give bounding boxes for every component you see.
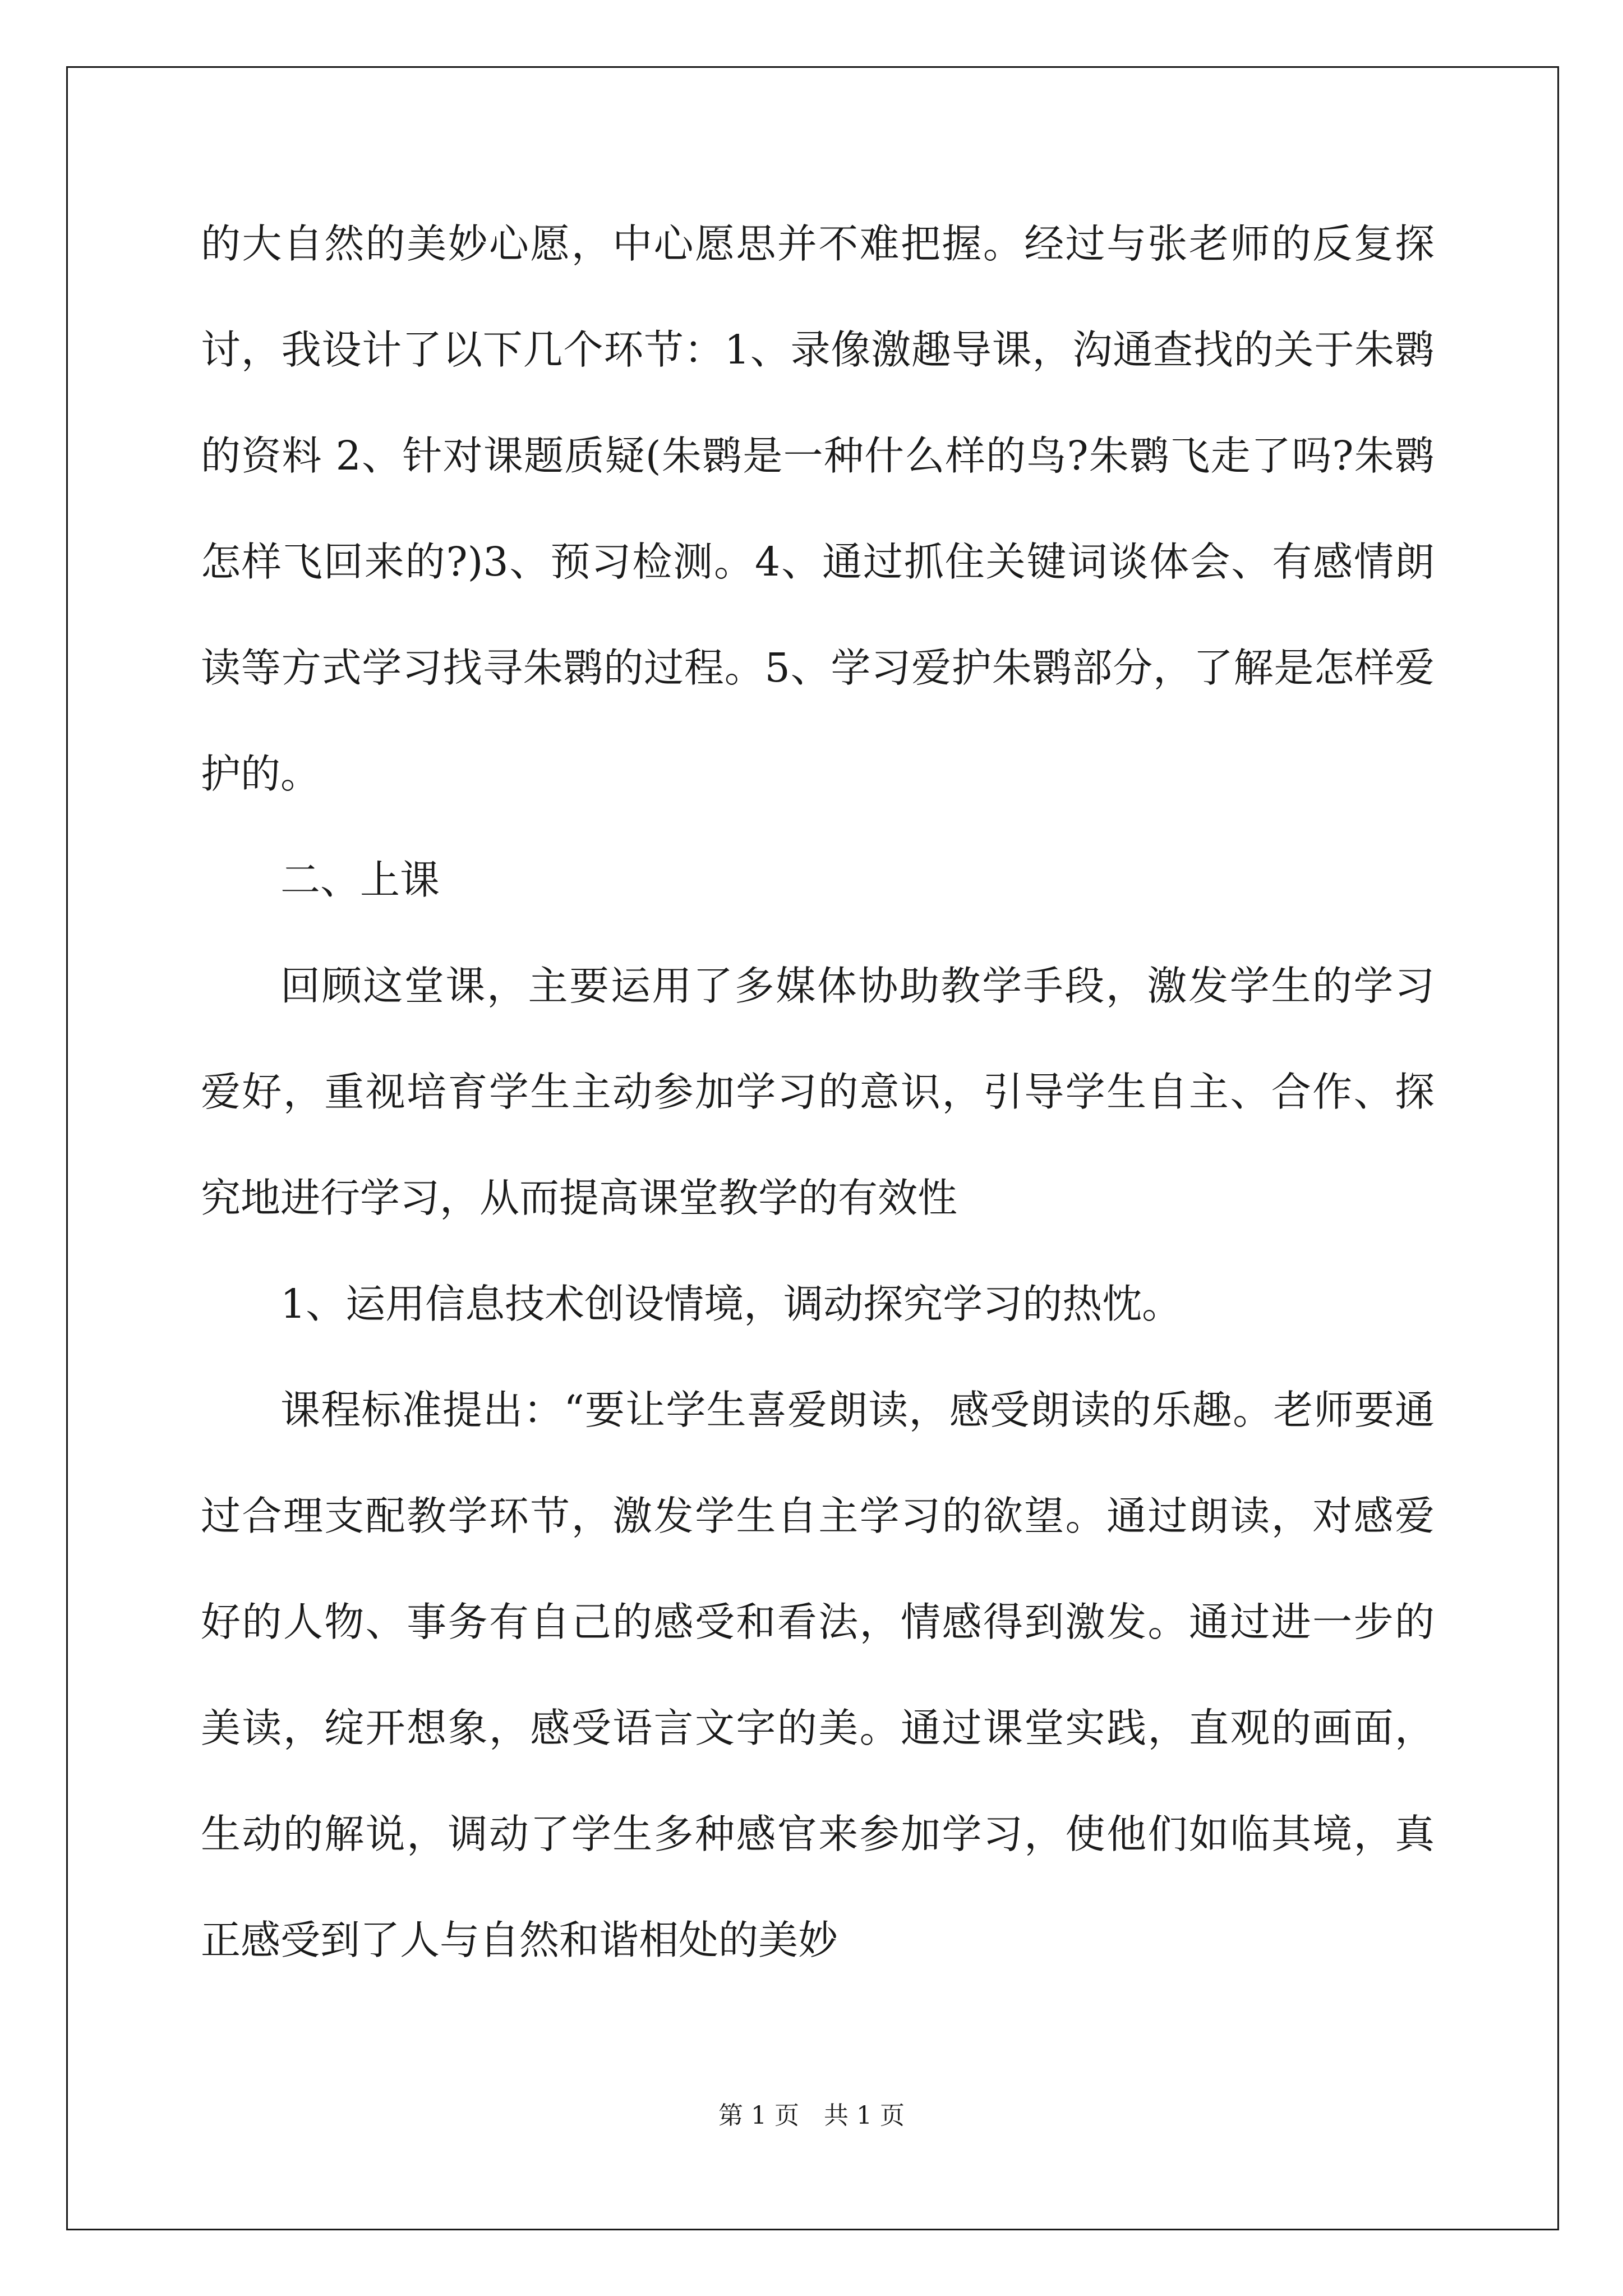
document-body: [201, 191, 1435, 1993]
paragraph-review: 回顾这堂课，主要运用了多媒体协助教学手段，激发学生的学习爱好，重视培育学生主动参加学习的意识，引导学生自主、合作、探究地进行学习，从而提高课堂教学的有效性: [201, 963, 1435, 1221]
subheading-1: 1、运用信息技术创设情境，调动探究学习的热忱。: [280, 1281, 1182, 1327]
section-heading: 二、上课: [280, 857, 440, 903]
paragraph-standard: 课程标准提出：“要让学生喜爱朗读，感受朗读的乐趣。老师要通过合理支配教学环节，激发学生自主学习的欲望。通过朗读，对感爱好的人物、事务有自己的感受和看法，情感得到激发。通过进一步的美读，绽开想象，感受语言文字的美。通过课堂实践，直观的画面，生动的解说，调动了学生多种感官来参加学习，使他们如临其境，真正感受到了人与自然和谐相处的美妙: [201, 1387, 1435, 1963]
paragraph-intro: 的大自然的美妙心愿，中心愿思并不难把握。经过与张老师的反复探讨，我设计了以下几个环节：1、录像激趣导课，沟通查找的关于朱鹮的资料 2、针对课题质疑(朱鹮是一种什么样的鸟?朱鹮飞走了吗?朱鹮怎样飞回来的?)3、预习检测。4、通过抓住关键词谈体会、有感情朗读等方式学习找寻朱鹮的过程。5、学习爱护朱鹮部分，了解是怎样爱护的。: [201, 220, 1435, 797]
page-number-footer: 第 1 页 共 1 页: [718, 2101, 905, 2130]
